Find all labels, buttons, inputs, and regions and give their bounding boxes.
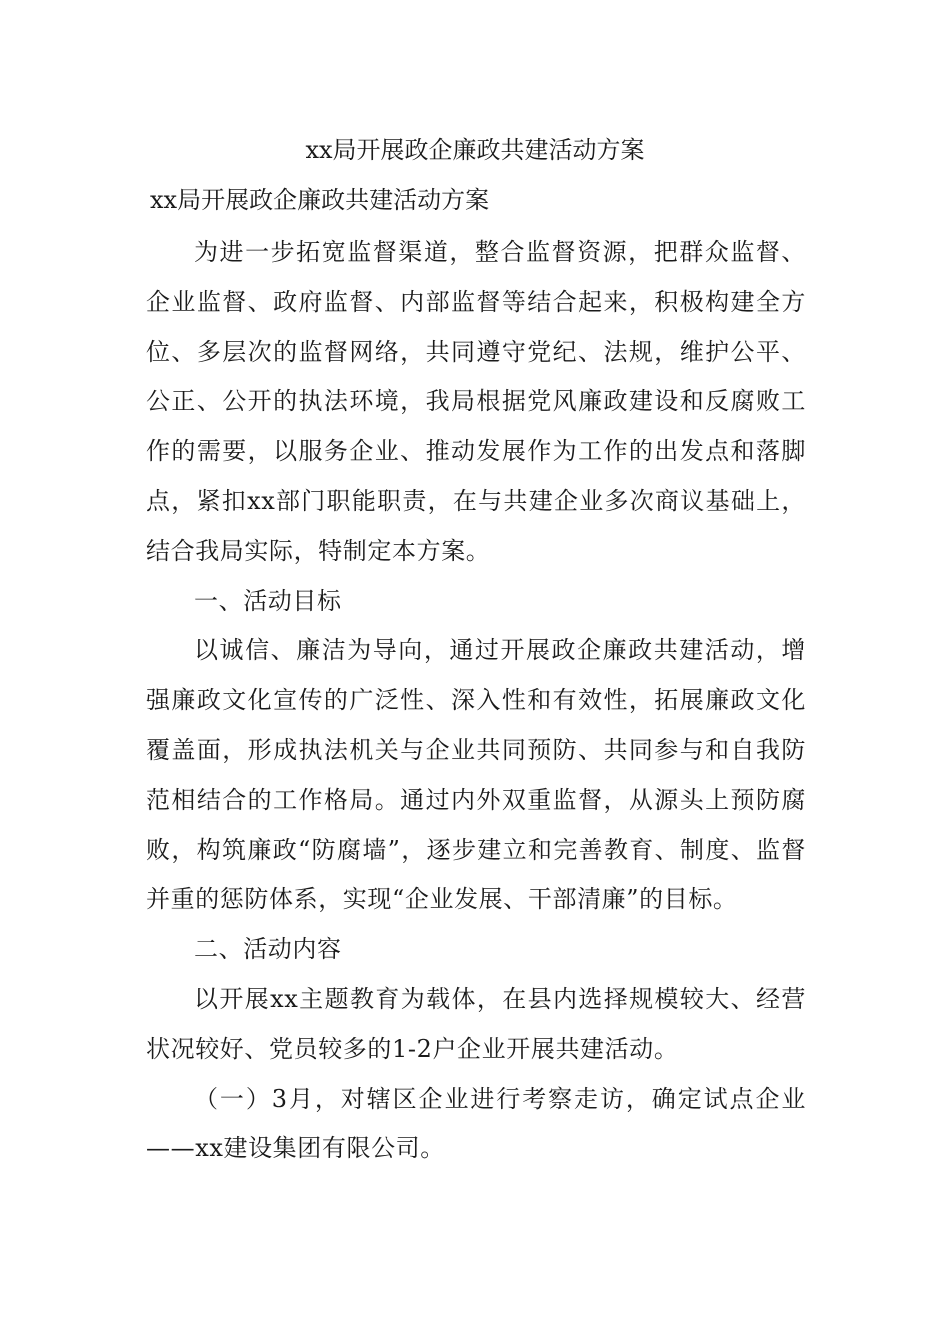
section-heading-goals: 一、活动目标 — [194, 586, 342, 615]
step-one-paragraph: （一）3月，对辖区企业进行考察走访，确定试点企业——xx建设集团有限公司。 — [146, 1084, 806, 1163]
document-subtitle: xx局开展政企廉政共建活动方案 — [150, 186, 490, 214]
document-body — [146, 228, 806, 1174]
content-paragraph: 以开展xx主题教育为载体，在县内选择规模较大、经营状况较好、党员较多的1-2户企业开展共建活动。 — [146, 984, 806, 1063]
page-title: xx局开展政企廉政共建活动方案 — [305, 136, 645, 164]
goals-paragraph: 以诚信、廉洁为导向，通过开展政企廉政共建活动，增强廉政文化宣传的广泛性、深入性和有效性，拓展廉政文化覆盖面，形成执法机关与企业共同预防、共同参与和自我防范相结合的工作格局。通过内外双重监督，从源头上预防腐败，构筑廉政“防腐墙”，逐步建立和完善教育、制度、监督并重的惩防体系，实现“企业发展、干部清廉”的目标。 — [146, 636, 806, 914]
section-heading-content: 二、活动内容 — [194, 935, 342, 964]
intro-paragraph: 为进一步拓宽监督渠道，整合监督资源，把群众监督、企业监督、政府监督、内部监督等结合起来，积极构建全方位、多层次的监督网络，共同遵守党纪、法规，维护公平、公正、公开的执法环境，我局根据党风廉政建设和反腐败工作的需要，以服务企业、推动发展作为工作的出发点和落脚点，紧扣xx部门职能职责，在与共建企业多次商议基础上，结合我局实际，特制定本方案。 — [146, 238, 806, 565]
